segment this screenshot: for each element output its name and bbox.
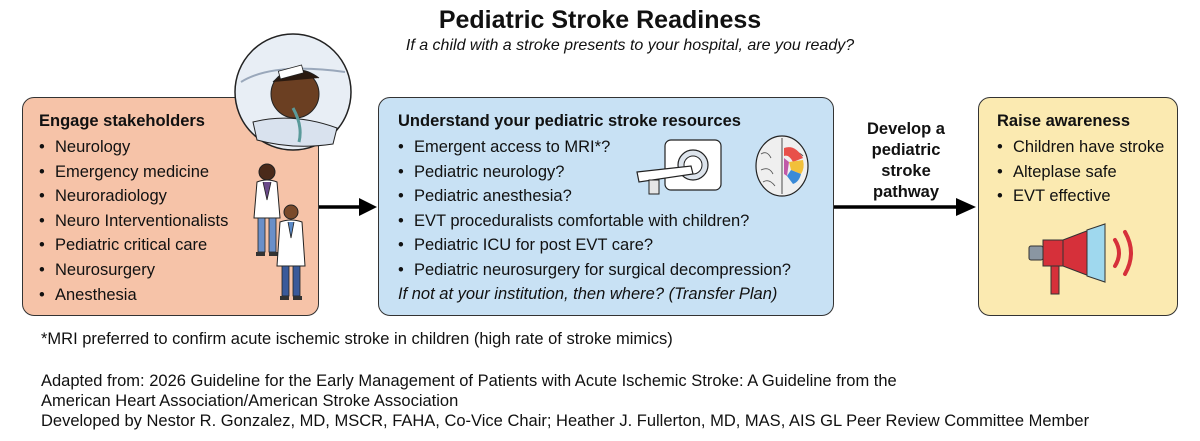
list-item: • EVT effective [997, 184, 1164, 209]
list-item: • EVT proceduralists comfortable with children? [398, 209, 791, 234]
awareness-list [997, 135, 1164, 209]
list-item: • Pediatric neurosurgery for surgical decompression? [398, 258, 791, 283]
credit-line: Developed by Nestor R. Gonzalez, MD, MSCR, FAHA, Co-Vice Chair; Heather J. Fullerton, MD, MAS, AIS GL Peer Review Committee Member [41, 412, 1090, 430]
pathway-line: Develop a [867, 120, 945, 138]
list-item: • Neuro Interventionalists [39, 209, 228, 234]
list-item: • Emergency medicine [39, 160, 228, 185]
list-item: • Neurology [39, 135, 228, 160]
list-item: • Neurosurgery [39, 258, 228, 283]
arrow-icon [319, 196, 379, 218]
mri-scanner-icon [635, 136, 731, 198]
brain-scan-icon [753, 134, 811, 198]
doctors-icon [247, 160, 309, 305]
pathway-line: pediatric [871, 141, 941, 159]
arrow-icon [834, 196, 978, 218]
stakeholders-heading: Engage stakeholders [39, 112, 205, 130]
pathway-line: stroke [881, 162, 931, 180]
stakeholders-list [39, 135, 228, 307]
pathway-label [843, 119, 969, 203]
resources-heading: Understand your pediatric stroke resources [398, 112, 741, 130]
list-item: • Children have stroke [997, 135, 1164, 160]
page-title: Pediatric Stroke Readiness [438, 6, 762, 34]
pathway-line: pathway [872, 183, 940, 201]
list-item: • Pediatric neurology? [398, 160, 791, 185]
list-item: • Pediatric anesthesia? [398, 184, 791, 209]
transfer-note: If not at your institution, then where? (Transfer Plan) [398, 285, 778, 303]
list-item: • Neuroradiology [39, 184, 228, 209]
list-item: • Alteplase safe [997, 160, 1164, 185]
list-item: • Pediatric critical care [39, 233, 228, 258]
awareness-heading: Raise awareness [997, 112, 1131, 130]
resources-box [378, 97, 834, 316]
resources-list [398, 135, 791, 283]
list-item: • Pediatric ICU for post EVT care? [398, 233, 791, 258]
credit-line: American Heart Association/American Stroke Association [41, 392, 459, 410]
patient-icon [233, 32, 353, 152]
list-item: • Anesthesia [39, 283, 228, 308]
footnote: *MRI preferred to confirm acute ischemic stroke in children (high rate of stroke mimics) [41, 330, 673, 348]
credits [41, 371, 1089, 431]
list-item: • Emergent access to MRI*? [398, 135, 791, 160]
megaphone-icon [1027, 222, 1147, 300]
awareness-box [978, 97, 1178, 316]
page-subtitle: If a child with a stroke presents to your hospital, are you ready? [405, 37, 855, 54]
credit-line: Adapted from: 2026 Guideline for the Early Management of Patients with Acute Ischemic Stroke: A Guideline from the [41, 372, 897, 390]
